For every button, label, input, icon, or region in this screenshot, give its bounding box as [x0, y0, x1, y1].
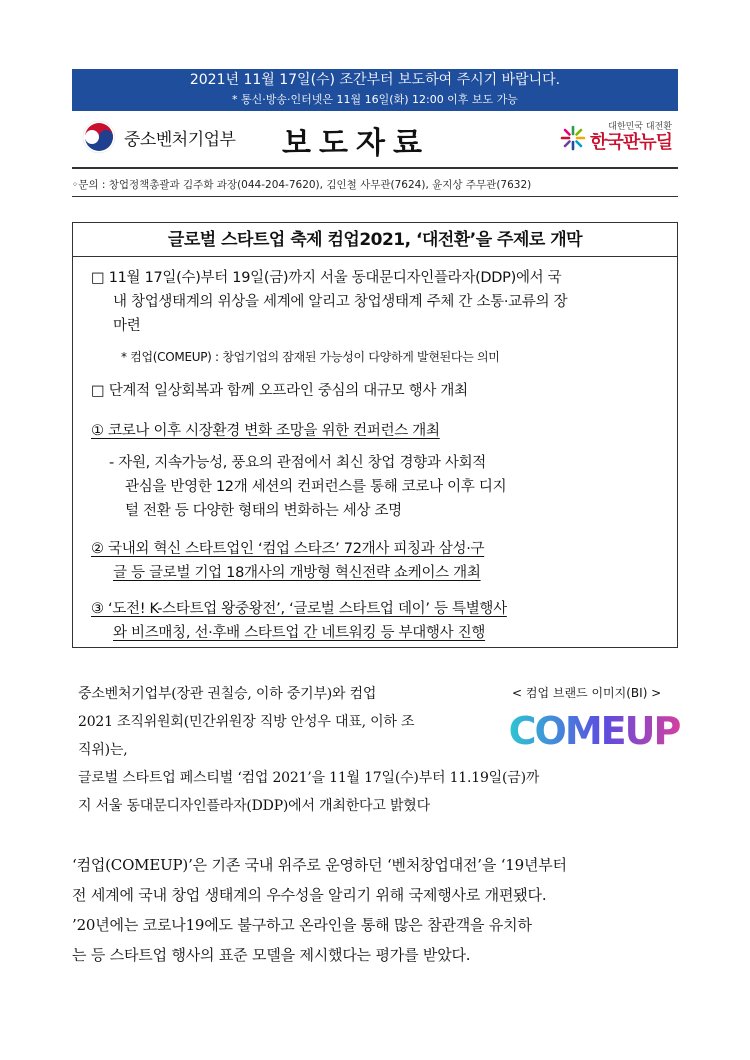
bullet-1-line-3: 마련	[113, 318, 141, 334]
ministry-name: 중소벤처기업부	[124, 129, 236, 150]
embargo-line-2: * 통신·방송·인터넷은 11월 16일(화) 12:00 이후 보도 가능	[232, 93, 518, 106]
comeup-logo	[508, 704, 680, 756]
newdeal-burst-icon	[560, 125, 586, 151]
body-p1-line-3: 직위)는,	[78, 742, 128, 758]
body-p2-line-3: ’20년에는 코로나19에도 불구하고 온라인을 통해 많은 참관객을 유치하	[72, 916, 532, 934]
press-header	[72, 116, 678, 166]
newdeal-name: 한국판뉴딜	[590, 132, 672, 153]
taegeuk-emblem-icon	[82, 120, 116, 154]
ministry-logo	[82, 120, 235, 154]
body-p1-line-2: 2021 조직위원회(민간위원장 직방 안성우 대표, 이하 조	[78, 714, 415, 730]
body-p1-line-5: 지 서울 동대문디자인플라자(DDP)에서 개최한다고 밝혔다	[78, 798, 430, 814]
bullet-1-line-2: 내 창업생태계의 위상을 세계에 알리고 창업생태계 주체 간 소통·교류의 장	[113, 294, 568, 310]
point-2-line-2: 글 등 글로벌 기업 18개사의 개방형 혁신전략 쇼케이스 개최	[113, 565, 481, 581]
newdeal-logo	[560, 122, 672, 153]
headline: 글로벌 스타트업 축제 컴업2021, ‘대전환’을 주제로 개막	[73, 223, 677, 257]
point-3-line-2: 와 비즈매칭, 선·후배 스타트업 간 네트워킹 등 부대행사 진행	[113, 625, 486, 641]
embargo-banner	[72, 69, 678, 111]
point-1: ① 코로나 이후 시장환경 변화 조망을 위한 컨퍼런스 개최	[91, 423, 440, 439]
point-2-line-1: ② 국내외 혁신 스타트업인 ‘컴업 스타즈’ 72개사 피칭과 삼성·구	[91, 541, 485, 557]
body-p1-line-1: 중소벤처기업부(장관 권칠승, 이하 중기부)와 컴업	[78, 686, 377, 702]
comeup-logo-text: COMEUP	[508, 709, 680, 753]
body-p2-line-1: ‘컴업(COMEUP)’은 기존 국내 위주로 운영하던 ‘벤처창업대전’을 ‘19년부터	[72, 856, 567, 874]
page-title: 보도자료	[282, 126, 430, 161]
point-1-detail-2: 관심을 반영한 12개 세션의 컨퍼런스를 통해 코로나 이후 디지	[125, 479, 507, 495]
point-1-detail-1: - 자원, 지속가능성, 풍요의 관점에서 최신 창업 경향과 사회적	[109, 455, 486, 471]
header-divider	[72, 167, 678, 169]
point-3-line-1: ③ ‘도전! K-스타트업 왕중왕전’, ‘글로벌 스타트업 데이’ 등 특별행사	[91, 601, 507, 617]
body-p1-line-4: 글로벌 스타트업 페스티벌 ‘컴업 2021’을 11월 17일(수)부터 11.19일(금)까	[78, 770, 540, 786]
contact-info: ◦문의 : 창업정책총괄과 김주화 과장(044-204-7620), 김인철 사무관(7624), 윤지상 주무관(7632)	[72, 179, 532, 191]
summary-box	[72, 222, 678, 648]
bullet-1-line-1: □ 11월 17일(수)부터 19일(금)까지 서울 동대문디자인플라자(DDP)에서 국	[91, 270, 562, 286]
body-p2-line-4: 는 등 스타트업 행사의 표준 모델을 제시했다는 평가를 받았다.	[72, 946, 471, 964]
newdeal-slogan: 대한민국 대전환	[608, 122, 672, 132]
bullet-2: □ 단계적 일상회복과 함께 오프라인 중심의 대규모 행사 개최	[91, 383, 468, 399]
body-p2-line-2: 전 세계에 국내 창업 생태계의 우수성을 알리기 위해 국제행사로 개편됐다.	[72, 886, 547, 904]
point-1-detail-3: 털 전환 등 다양한 형태의 변화하는 세상 조명	[125, 503, 402, 519]
embargo-line-1: 2021년 11월 17일(수) 조간부터 보도하여 주시기 바랍니다.	[189, 72, 561, 88]
contact-divider	[72, 196, 678, 197]
bullet-1-note: * 컴업(COMEUP) : 창업기업의 잠재된 가능성이 다양하게 발현된다는 의미	[121, 350, 500, 364]
brand-caption: < 컴업 브랜드 이미지(BI) >	[512, 686, 662, 700]
